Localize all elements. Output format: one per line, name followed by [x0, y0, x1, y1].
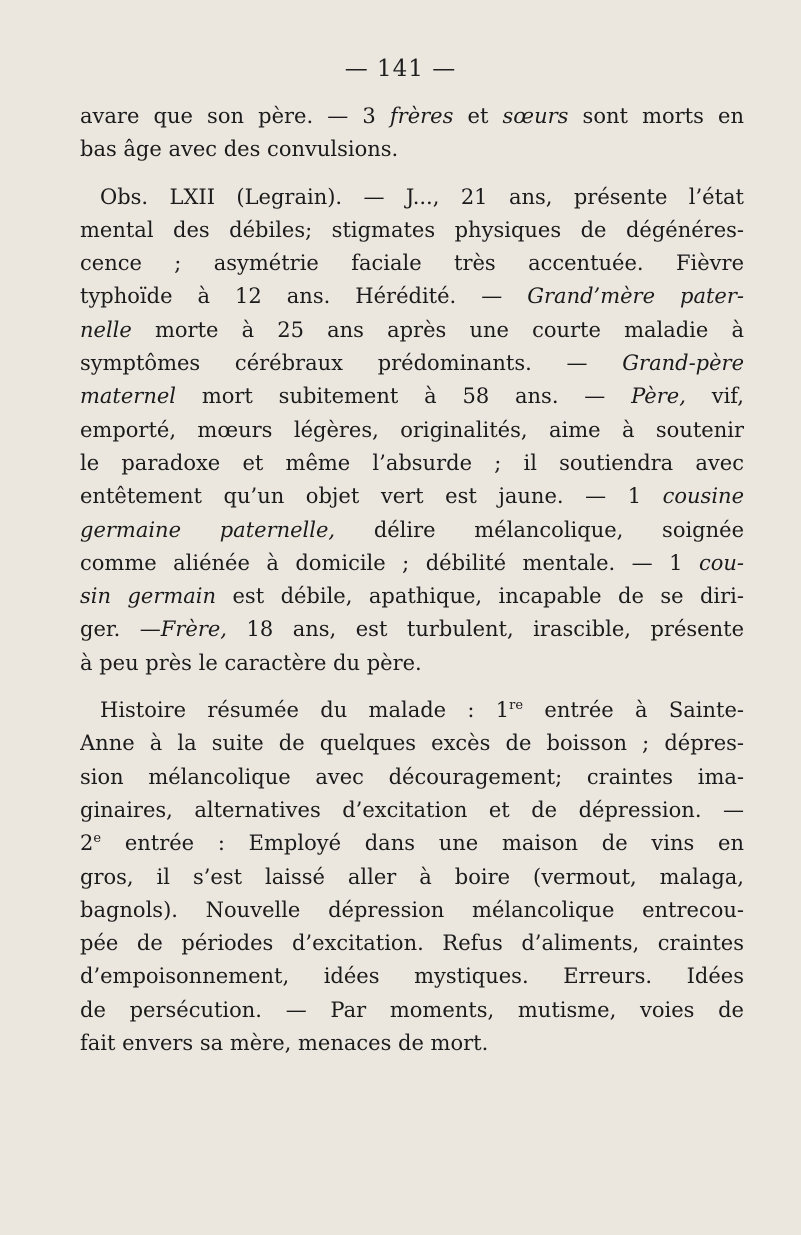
- paragraph-gap: [80, 167, 744, 181]
- text-run: typhoïde à 12 ans. Hérédité. —: [80, 284, 528, 309]
- text-line: [80, 694, 744, 727]
- text-run: morte à 25 ans après une courte maladie à: [131, 317, 744, 342]
- text-run: cence ; asymétrie faciale très accentuée. Fièvre: [80, 251, 744, 276]
- text-line: [80, 827, 744, 860]
- italic-text: germaine paternelle,: [80, 517, 336, 542]
- text-line: [80, 380, 744, 413]
- superscript: e: [93, 831, 102, 847]
- text-run: sion mélancolique avec découragement; craintes ima-: [80, 764, 744, 789]
- text-run: le paradoxe et même l’absurde ; il soutiendra avec: [80, 450, 744, 475]
- italic-text: Frère,: [160, 617, 227, 642]
- italic-text: Grand-père: [622, 351, 744, 376]
- text-line: [80, 761, 744, 794]
- text-run: entêtement qu’un objet vert est jaune. — 1: [80, 484, 663, 509]
- text-run: fait envers sa mère, menaces de mort.: [80, 1031, 489, 1056]
- italic-text: Père,: [631, 384, 686, 409]
- text-line: [80, 100, 744, 133]
- text-line: [80, 861, 744, 894]
- paragraph: [80, 694, 744, 1060]
- italic-text: nelle: [80, 317, 132, 342]
- italic-text: maternel: [80, 384, 177, 409]
- text-run: emporté, mœurs légères, originalités, aime à soutenir: [80, 417, 744, 442]
- text-run: ginaires, alternatives d’excitation et de dépression. —: [80, 797, 744, 822]
- text-run: Histoire résumée du malade : 1: [100, 698, 510, 723]
- text-line: [80, 994, 744, 1027]
- text-run: pée de périodes d’excitation. Refus d’aliments, craintes: [80, 931, 744, 956]
- text-run: mental des débiles; stigmates physiques de dégénéres-: [80, 217, 744, 242]
- text-line: [80, 727, 744, 760]
- text-line: [80, 414, 744, 447]
- paragraph: [80, 181, 744, 680]
- text-run: bas âge avec des convulsions.: [80, 137, 399, 162]
- text-run: ger. —: [80, 617, 161, 642]
- text-line: [80, 580, 744, 613]
- text-run: vif,: [685, 384, 744, 409]
- superscript: re: [509, 698, 524, 714]
- text-run: entrée : Employé dans une maison de vins en: [101, 831, 744, 856]
- text-run: 18 ans, est turbulent, irascible, présente: [226, 617, 744, 642]
- text-line: [80, 280, 744, 313]
- page-number: — 141 —: [344, 56, 457, 82]
- text-line: [80, 447, 744, 480]
- text-line: [80, 133, 744, 166]
- paragraph-gap: [80, 680, 744, 694]
- text-run: symptômes cérébraux prédominants. —: [80, 351, 623, 376]
- text-line: [80, 480, 744, 513]
- text-line: [80, 514, 744, 547]
- text-run: mort subitement à 58 ans. —: [176, 384, 632, 409]
- text-run: Obs. LXII (Legrain). — J..., 21 ans, présente l’état: [100, 184, 744, 209]
- text-line: [80, 647, 744, 680]
- text-run: est débile, apathique, incapable de se diri-: [216, 584, 744, 609]
- text-line: [80, 927, 744, 960]
- italic-text: frères: [389, 104, 454, 128]
- text-line: [80, 247, 744, 280]
- text-line: [80, 613, 744, 646]
- italic-text: sœurs: [502, 104, 569, 128]
- italic-text: cou-: [698, 550, 744, 575]
- italic-text: sin germain: [80, 584, 217, 609]
- text-run: d’empoisonnement, idées mystiques. Erreurs. Idées: [80, 964, 744, 989]
- italic-text: cousine: [662, 484, 744, 509]
- text-run: de persécution. — Par moments, mutisme, voies de: [80, 997, 744, 1022]
- text-line: [80, 794, 744, 827]
- text-run: gros, il s’est laissé aller à boire (vermout, malaga,: [80, 864, 744, 889]
- text-line: [80, 347, 744, 380]
- paragraph: [80, 100, 744, 167]
- text-run: avare que son père. — 3: [80, 104, 390, 128]
- text-line: [80, 214, 744, 247]
- text-line: [80, 894, 744, 927]
- body-text: [80, 100, 744, 1060]
- text-run: délire mélancolique, soignée: [335, 517, 744, 542]
- text-line: [80, 547, 744, 580]
- text-run: et: [453, 104, 503, 128]
- text-line: [80, 314, 744, 347]
- italic-text: Grand’mère pater-: [527, 284, 744, 309]
- text-run: Anne à la suite de quelques excès de boisson ; dépres-: [80, 731, 744, 756]
- text-line: [80, 960, 744, 993]
- text-run: à peu près le caractère du père.: [80, 650, 422, 675]
- text-run: entrée à Sainte-: [523, 698, 744, 723]
- text-run: comme aliénée à domicile ; débilité mentale. — 1: [80, 550, 699, 575]
- text-line: [80, 1027, 744, 1060]
- text-run: 2: [80, 831, 94, 856]
- text-run: bagnols). Nouvelle dépression mélancolique entrecou-: [80, 897, 744, 922]
- text-line: [80, 181, 744, 214]
- text-run: sont morts en: [568, 104, 744, 128]
